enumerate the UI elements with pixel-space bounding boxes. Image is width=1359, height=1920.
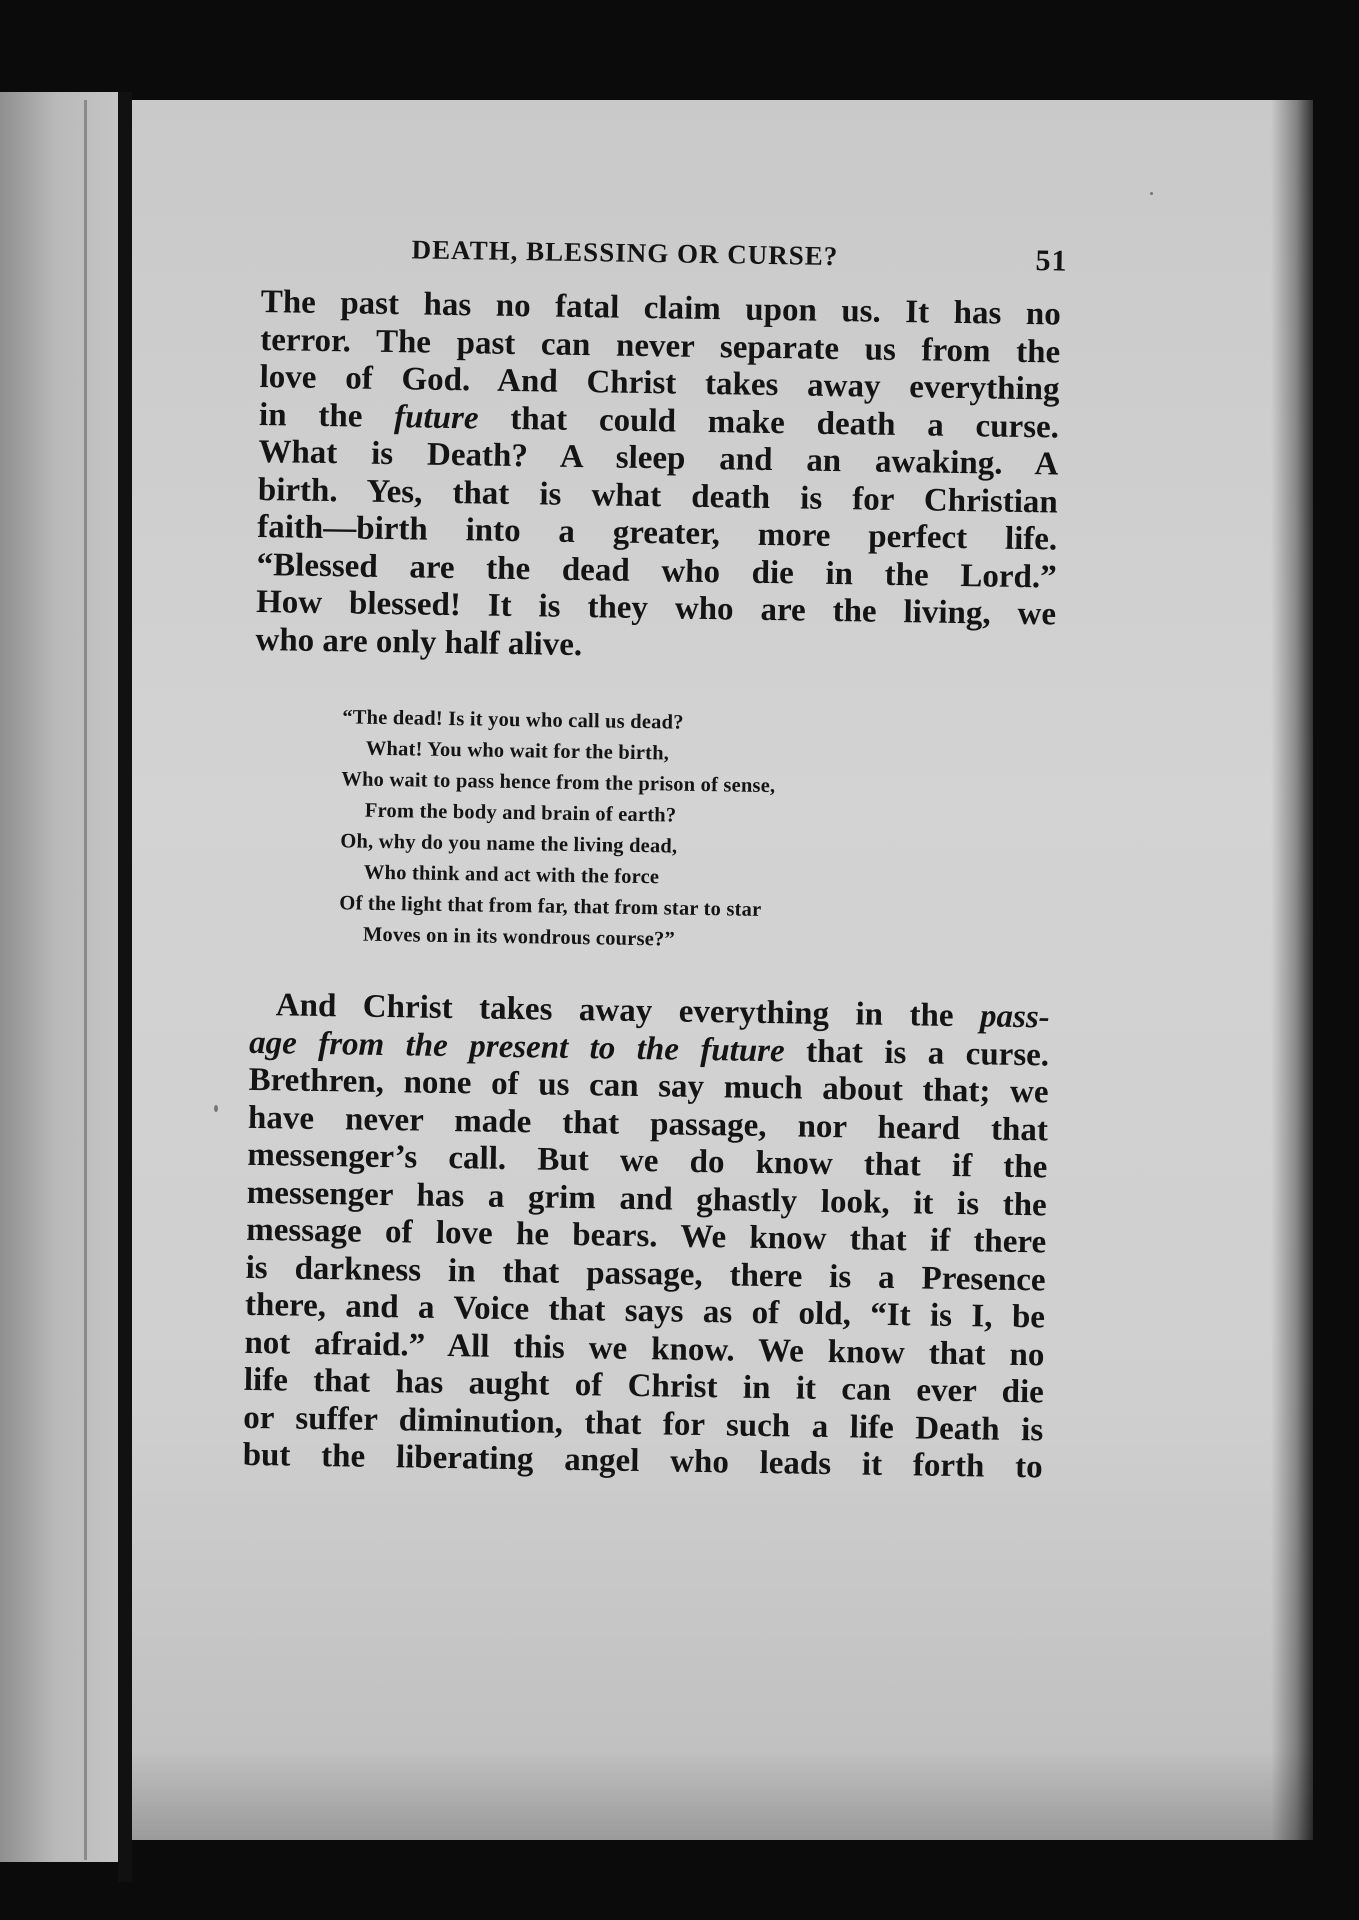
text-line: The past has no fatal claim upon us. It has no (260, 283, 1062, 333)
text-run: that could make death a curse. (478, 399, 1060, 446)
poem-quotation (339, 702, 1055, 961)
text-line: messenger has a grim and ghastly look, it is the (246, 1174, 1048, 1223)
verse-line: Who think and act with the force (363, 861, 660, 889)
verse-line: Oh, why do you name the living dead, (340, 830, 678, 858)
text-line: messenger’s call. But we do know that if the (247, 1136, 1048, 1186)
text-line: or suffer diminution, that for such a life Death is (243, 1399, 1044, 1448)
verse-line: “The dead! Is it you who call us dead? (342, 706, 684, 734)
text-line: not afraid.” All this we know. We know that no (244, 1324, 1045, 1373)
text-run: that is a curse. (784, 1032, 1050, 1073)
verse-line: What! You who wait for the birth, (365, 737, 670, 765)
text-line: faith—birth into a greater, more perfect life. (257, 508, 1058, 558)
page-text (242, 228, 1068, 1487)
text-line: love of God. And Christ takes away everything (259, 358, 1060, 408)
text-line: birth. Yes, that is what death is for Christian (257, 471, 1059, 521)
text-line: How blessed! It is they who are the living, we (255, 583, 1057, 633)
verse-line: Who wait to pass hence from the prison of sense, (341, 768, 776, 798)
verse-line: From the body and brain of earth? (364, 799, 677, 827)
dust-speck (1150, 192, 1153, 195)
text-line: who are only half alive. (255, 621, 583, 663)
gutter-shadow (84, 100, 87, 1860)
italic-word: future (393, 398, 479, 436)
text-line: is darkness in that passage, there is a Presence (245, 1249, 1046, 1298)
page-edge-shadow (1271, 100, 1313, 1840)
verse-line: Of the light that from far, that from star to star (339, 892, 762, 921)
text-line: Brethren, none of us can say much about that; we (248, 1061, 1049, 1111)
text-run: in the (258, 396, 395, 435)
text-line: have never made that passage, nor heard that (247, 1099, 1049, 1148)
italic-phrase: age from the present to the future (248, 1024, 785, 1069)
text-line: life that has aught of Christ in it can ever die (243, 1361, 1045, 1411)
paragraph-2 (242, 987, 1050, 1487)
paragraph-1 (255, 284, 1061, 672)
page-bottom-shade (128, 1750, 1313, 1840)
text-run: And Christ takes away everything in the (275, 987, 981, 1035)
running-title: DEATH, BLESSING OR CURSE? (411, 234, 839, 272)
text-line: but the liberating angel who leads it forth to (242, 1436, 1043, 1486)
text-line: “Blessed are the dead who die in the Lord.” (256, 546, 1057, 596)
text-line: What is Death? A sleep and an awaking. A (258, 433, 1059, 483)
book-gutter (118, 92, 132, 1882)
text-line: there, and a Voice that says as of old, “It is I, be (244, 1286, 1046, 1336)
text-line: message of love he bears. We know that if there (245, 1211, 1047, 1261)
dust-speck (214, 1105, 218, 1112)
page-number: 51 (1035, 244, 1068, 278)
previous-page-edge (0, 92, 124, 1862)
text-line: terror. The past can never separate us from the (259, 321, 1061, 371)
verse-line: Moves on in its wondrous course?” (362, 923, 676, 951)
italic-word: pass- (979, 998, 1050, 1036)
